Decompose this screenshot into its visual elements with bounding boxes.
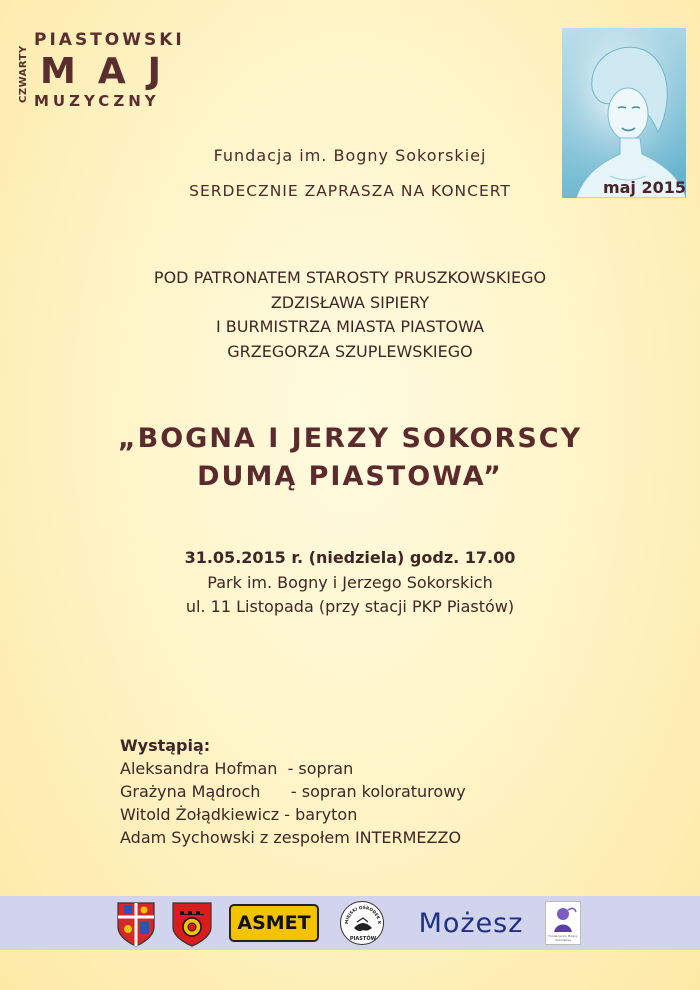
concert-title-line-2: DUMĄ PIASTOWA”	[197, 461, 503, 492]
patronage-line: POD PATRONATEM STAROSTY PRUSZKOWSKIEGO	[153, 268, 547, 287]
festival-logo	[18, 30, 193, 115]
date-badge: maj 2015	[602, 178, 686, 197]
event-address: ul. 11 Listopada (przy stacji PKP Piastów)	[185, 597, 515, 616]
patronage-line: GRZEGORZA SZUPLEWSKIEGO	[227, 341, 473, 361]
invitation-line: SERDECZNIE ZAPRASZA NA KONCERT	[189, 182, 511, 200]
logo-line-2: MAJ	[40, 51, 184, 92]
foundation-name: Fundacja im. Bogny Sokorskiej	[213, 146, 487, 165]
performers-heading: Wystąpią:	[120, 736, 211, 755]
logo-line-1: PIASTOWSKI	[34, 30, 185, 50]
performer-row: Grażyna Mądroch - sopran koloraturowy	[120, 782, 466, 801]
performers-list	[120, 734, 590, 849]
event-details	[0, 546, 700, 620]
patronage-block	[0, 266, 700, 364]
logo-side-word: CZWARTY	[18, 45, 29, 103]
foundation-card-text: Fundacja im. Bogny Sokorskiej	[548, 934, 578, 942]
culture-center-bottom-text: PIASTÓW	[349, 936, 377, 942]
patronage-line: I BURMISTRZA MIASTA PIASTOWA	[215, 317, 485, 336]
event-venue: Park im. Bogny i Jerzego Sokorskich	[207, 572, 493, 592]
performer-row: Witold Żołądkiewicz - baryton	[120, 805, 358, 824]
logo-line-3: MUZYCZNY	[34, 92, 160, 110]
county-crest-icon	[116, 901, 156, 947]
performer-row: Aleksandra Hofman - sopran	[120, 759, 354, 778]
performer-row: Adam Sychowski z zespołem INTERMEZZO	[120, 828, 462, 847]
svg-text:MIEJSKI OŚRODEK KULTURY	[341, 902, 382, 925]
asmet-logo-text: ASMET	[229, 904, 319, 942]
mozesz-logo-text: Możesz	[418, 908, 524, 939]
foundation-logo	[545, 901, 583, 947]
culture-center-logo	[340, 901, 386, 947]
concert-title	[0, 420, 700, 496]
event-datetime: 31.05.2015 r. (niedziela) godz. 17.00	[184, 548, 516, 567]
patronage-line: ZDZISŁAWA SIPIERY	[270, 292, 430, 312]
concert-title-line-1: „BOGNA I JERZY SOKORSCY	[117, 423, 583, 454]
town-crest-icon	[171, 901, 213, 947]
asmet-logo	[229, 904, 321, 944]
culture-center-ring-text: MIEJSKI OŚRODEK K	[343, 904, 383, 925]
sponsor-band	[0, 896, 700, 950]
portrait-photo	[562, 28, 686, 198]
mozesz-logo	[414, 906, 528, 942]
